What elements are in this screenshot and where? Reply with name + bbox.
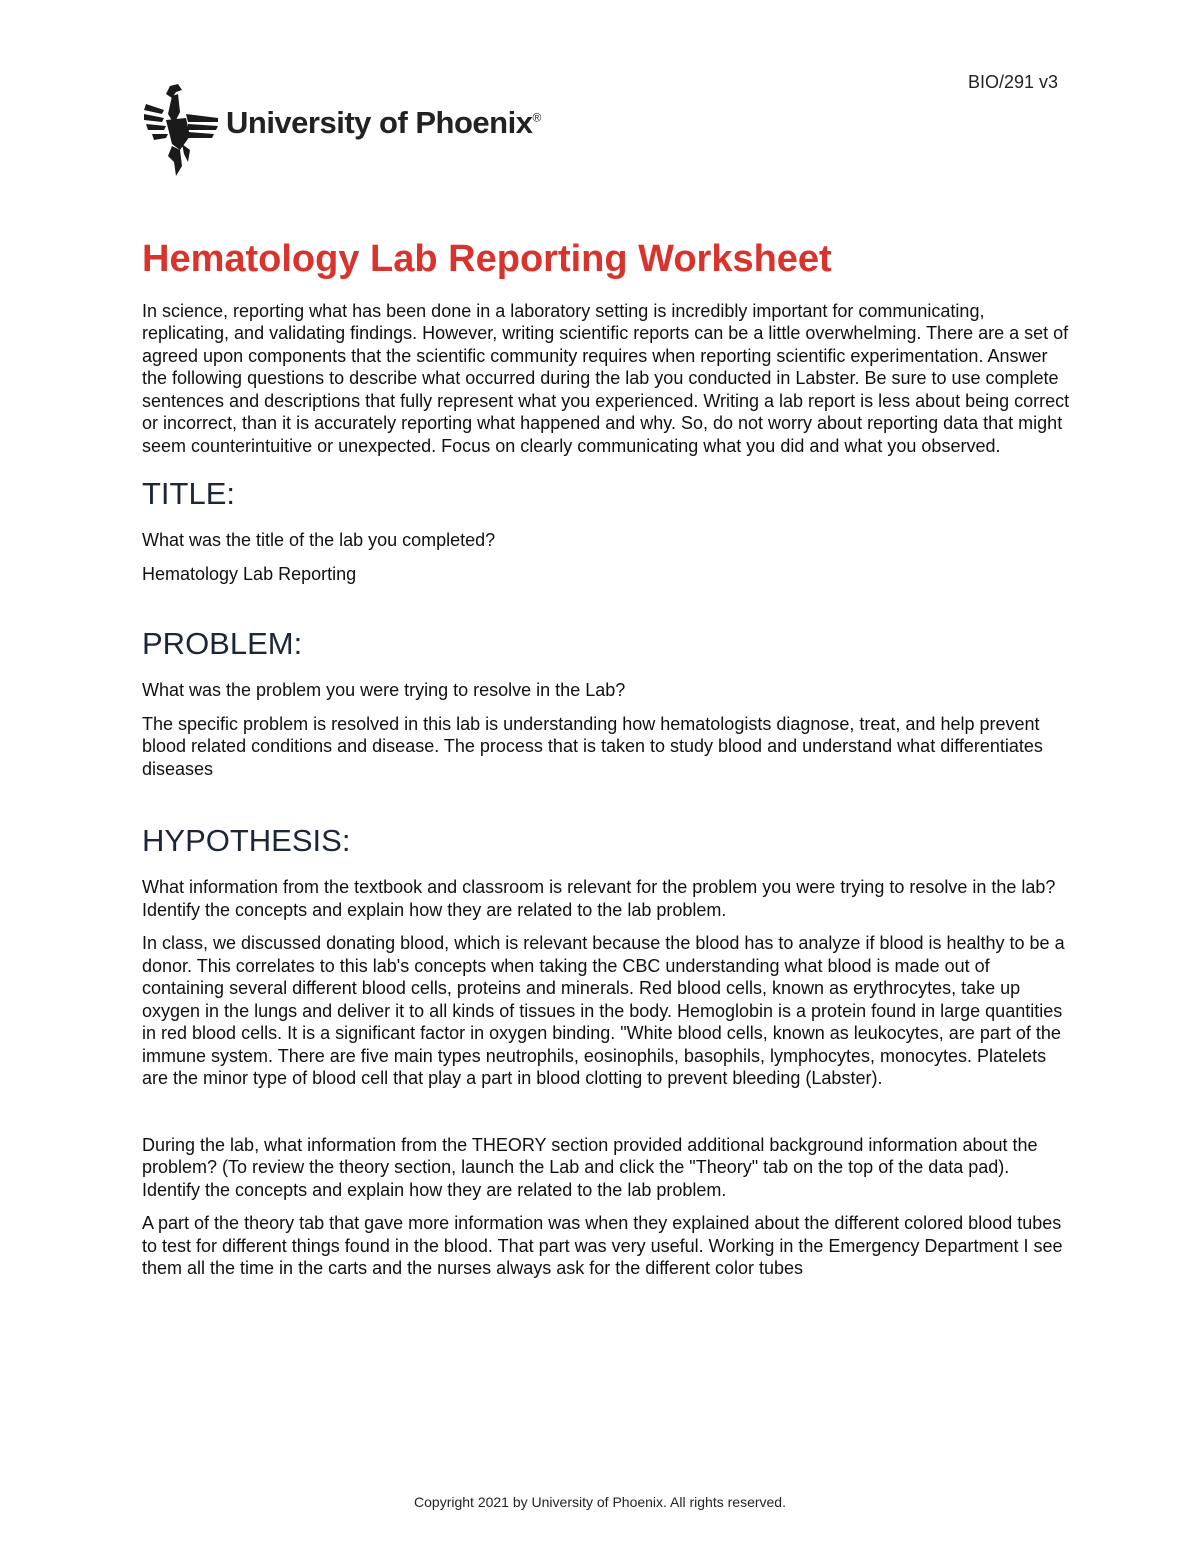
hypothesis-answer-2: A part of the theory tab that gave more information was when they explained about the different colored blood tubes to test for different things found in the blood. That part was very useful. Working in the Emergency Department I see them all the time in the carts and the nurses always ask for the different color tubes	[142, 1213, 1063, 1279]
problem-answer: The specific problem is resolved in this lab is understanding how hematologists diagnose, treat, and help prevent blood related conditions and disease. The process that is taken to study blood and understand what differentiates diseases	[142, 713, 1043, 779]
hypothesis-answer-1: In class, we discussed donating blood, which is relevant because the blood has to analyze if blood is healthy to be a donor. This correlates to this lab's concepts when taking the CBC understanding what blood is made out of containing several different blood cells, proteins and minerals. Red blood cells, known as erythrocytes, take up oxygen in the lungs and deliver it to all kinds of tissues in the body. Hemoglobin is a protein found in large quantities in red blood cells. It is a significant factor in oxygen binding. "White blood cells, known as leukocytes, are part of the immune system. There are five main types neutrophils, eosinophils, basophils, lymphocytes, monocytes. Platelets are the minor type of blood cell that play a part in blood clotting to prevent bleeding (Labster).	[142, 933, 1065, 1089]
worksheet-body	[142, 238, 1072, 1291]
spacer	[142, 596, 1072, 627]
university-name	[226, 105, 541, 141]
title-heading: TITLE:	[142, 476, 236, 512]
hypothesis-question-1: What information from the textbook and classroom is relevant for the problem you were trying to resolve in the lab? Identify the concepts and explain how they are related to the lab problem.	[142, 877, 1056, 920]
intro-paragraph: In science, reporting what has been done in a laboratory setting is incredibly important for communicating, replicating, and validating findings. However, writing scientific reports can be a little overwhelming. There are a set of agreed upon components that the scientific community requires when reporting scientific experimentation. Answer the following questions to describe what occurred during the lab you conducted in Labster. Be sure to use complete sentences and descriptions that fully represent what you experienced. Writing a lab report is less about being correct or incorrect, than it is accurately reporting what happened and why. So, do not worry about reporting data that might seem counterintuitive or unexpected. Focus on clearly communicating what you did and what you observed.	[142, 300, 1070, 456]
hypothesis-question-2: During the lab, what information from the THEORY section provided additional background information about the problem? (To review the theory section, launch the Lab and click the "Theory" tab on the top of the data pad). Identify the concepts and explain how they are related to the lab problem.	[142, 1134, 1038, 1200]
title-answer: Hematology Lab Reporting	[142, 563, 357, 584]
problem-question: What was the problem you were trying to resolve in the Lab?	[142, 680, 626, 701]
spacer	[142, 1101, 1072, 1134]
problem-heading: PROBLEM:	[142, 626, 303, 662]
phoenix-bird-icon	[142, 84, 220, 176]
university-logo	[142, 84, 541, 176]
hypothesis-heading: HYPOTHESIS:	[142, 823, 351, 859]
title-question: What was the title of the lab you completed?	[142, 530, 496, 551]
university-name-text: University of Phoenix	[226, 105, 533, 140]
copyright-footer: Copyright 2021 by University of Phoenix. All rights reserved.	[414, 1494, 786, 1510]
page-title: Hematology Lab Reporting Worksheet	[142, 238, 832, 280]
spacer	[142, 791, 1072, 824]
registered-mark: ®	[532, 110, 541, 125]
course-code: BIO/291 v3	[967, 72, 1058, 92]
